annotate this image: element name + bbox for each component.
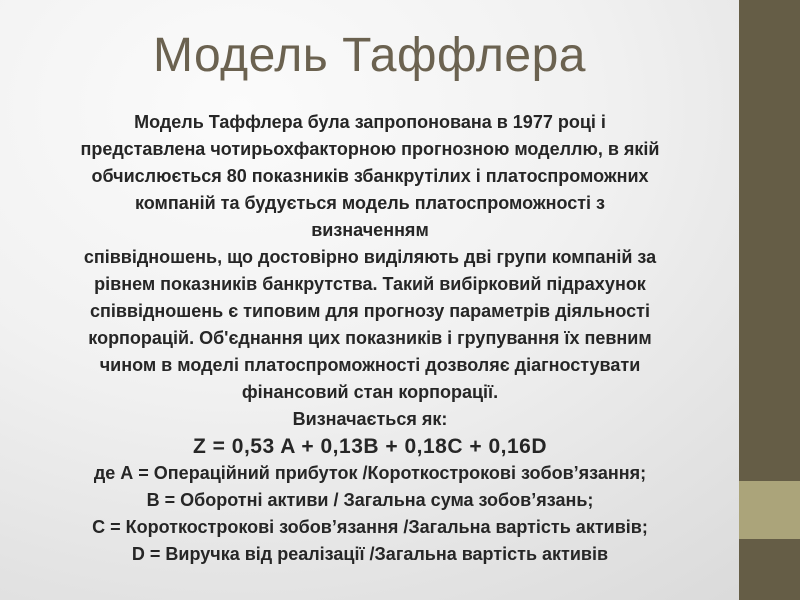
body-line: фінансовий стан корпорації. <box>241 382 499 402</box>
body-line: чином в моделі платоспроможності дозволяє діагностувати <box>99 355 641 375</box>
slide-body-text-block <box>25 109 715 568</box>
slide-title: Модель Таффлера <box>152 29 586 82</box>
accent-square <box>739 481 800 539</box>
taffler-formula: Z = 0,53 A + 0,13B + 0,18C + 0,16D <box>193 435 547 458</box>
body-line: Модель Таффлера була запропонована в 1977 році і <box>134 112 606 132</box>
body-line: обчислюється 80 показників збанкрутілих і платоспроможних <box>91 166 649 186</box>
variable-definition-a: де А = Операційний прибуток /Короткострокові зобов’язання; <box>93 463 647 483</box>
variable-definition-b: В = Оборотні активи / Загальна сума зобов’язань; <box>146 490 594 510</box>
definition-intro-line: Визначається як: <box>292 409 448 429</box>
body-line: співвідношень, що достовірно виділяють дві групи компаній за <box>83 247 657 267</box>
variable-definition-c: С = Короткострокові зобов’язання /Загальна вартість активів; <box>92 517 648 537</box>
body-line: корпорацій. Об'єднання цих показників і групування їх певним <box>88 328 652 348</box>
right-accent-bar <box>739 0 800 600</box>
variable-definition-d: D = Виручка від реалізації /Загальна вартість активів <box>131 544 609 564</box>
body-line: співвідношень є типовим для прогнозу параметрів діяльності <box>89 301 650 321</box>
body-line: компаній та будується модель платоспроможності з <box>135 193 605 213</box>
body-line: рівнем показників банкрутства. Такий вибірковий підрахунок <box>94 274 646 294</box>
body-line: представлена чотирьохфакторною прогнозною моделлю, в якій <box>80 139 660 159</box>
body-line: визначенням <box>311 220 429 240</box>
